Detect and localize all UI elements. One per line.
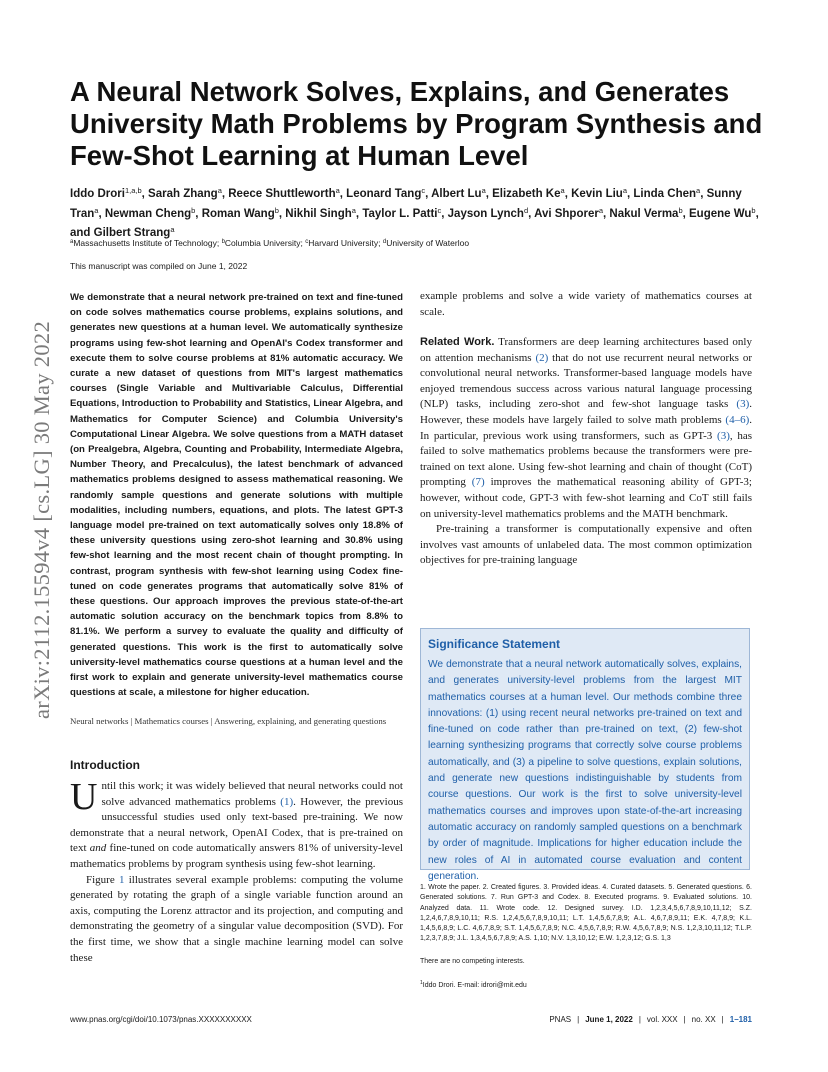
related-text: that do not use recurrent neural networks or convolutional neural networks. Transformer-based language models have enjoyed tremendous success across various natural language processing (NLP) tasks, including zero-shot and few-shot language tasks	[420, 351, 752, 411]
intro-paragraph-1	[70, 776, 403, 873]
affiliations: $^a$Massachusetts Institute of Technology; $^b$Columbia University; $^c$Harvard University; $^d$University of Waterloo	[70, 238, 470, 248]
author-name: Reece Shuttleworth	[228, 188, 336, 200]
author-affiliation-mark: a	[217, 186, 222, 195]
footer-volume: vol. XXX	[646, 1015, 678, 1024]
intro-heading: Introduction	[70, 758, 140, 772]
related-work-paragraph	[420, 335, 752, 522]
author-affiliation-mark: c	[421, 186, 426, 195]
drop-cap: U	[70, 776, 98, 818]
citation-link[interactable]: (2)	[535, 351, 549, 364]
intro-text: fine-tuned on code automatically answers 81% of university-level mathematics problems by program synthesis using few-shot learning.	[70, 842, 403, 870]
author-affiliation-mark: d	[523, 205, 529, 215]
author-affiliation-mark: b	[678, 205, 683, 215]
corresponding-email	[420, 980, 527, 989]
compiled-date: This manuscript was compiled on June 1, 2022	[70, 261, 248, 271]
author-contributions: 1. Wrote the paper. 2. Created figures. 3. Provided ideas. 4. Curated datasets. 5. Generated questions. 6. Generated solutions. 7. Run GPT-3 and Codex. 8. Executed programs. 9. Evaluated solutions. 10. Analyzed data. 11. Wrote code. 12. Designed survey. I.D. 1,2,3,4,5,6,7,8,9,10,11,12; S.Z. 1,2,4,6,7,8,9,10,11; R.S. 1,2,4,5,6,7,8,9,10,11; L.T. 1,4,5,6,7,8,9; A.L. 4,6,7,8,9,11; E.K. 4,7,8,9; K.L. 1,4,5,6,8,9; L.C. 4,6,7,8,9; S.T. 1,4,5,6,7,8,9; N.C. 4,5,6,7,8,9; R.W. 4,5,6,7,8,9; N.S. 1,2,3,10,11,12; T.L.P. 1,2,3,7,8,9; J.L. 1,3,4,5,6,7,8,9; A.S. 1,10; N.V. 1,3,10,12; E.W. 1,2,3,12; G.S. 1,3	[420, 884, 752, 943]
significance-title: Significance Statement	[428, 637, 561, 651]
author-name: Elizabeth Ke	[492, 188, 561, 200]
footer-date: June 1, 2022	[585, 1015, 633, 1024]
author-affiliation-mark: 1,a,b	[124, 186, 142, 195]
email-footnote-mark: 1	[420, 980, 423, 986]
affiliation-mark: b	[221, 239, 225, 245]
intro-emphasis: and	[89, 842, 107, 855]
intro-text: Figure	[86, 873, 119, 886]
related-text: . However, these models have largely failed to solve math problems	[420, 398, 752, 426]
author-name: Avi Shporer	[534, 207, 599, 220]
significance-text: We demonstrate that a neural network automatically solves, explains, and generates university-level problems from the largest MIT mathematics courses at a human level. Our methods combine three innovations: (1) using recent neural networks pre-trained on text and fine-tuned on code rather than pre-trained on text, (2) few-shot learning synthesizing programs that correctly solve course problems automatically, and (3) a pipeline to solve questions, explain solutions, and generate new questions indistinguishable by students from course questions. Our work is the first to solve university-level mathematics courses and improves upon state-of-the-art increasing automatic accuracy on randomly sampled questions on a benchmark by order of magnitude. Implications for higher education include the new roles of AI in automated course evaluation and content generation.	[428, 659, 742, 882]
affiliation-name: Harvard University	[308, 238, 379, 248]
author-name: Taylor L. Patti	[362, 207, 438, 220]
citation-link[interactable]: (4–6)	[725, 413, 750, 426]
affiliation-mark: d	[382, 239, 387, 245]
abstract: We demonstrate that a neural network pre-trained on text and fine-tuned on code solves mathematics course problems, explains solutions, and generates new questions at a human level. We automatically synthesize programs using few-shot learning and OpenAI's Codex transformer and execute them to solve course problems at 81% automatic accuracy. We curate a new dataset of questions from MIT's largest mathematics courses (Single Variable and Multivariable Calculus, Differential Equations, Introduction to Probability and Statistics, Linear Algebra, and Mathematics for Computer Science) and Columbia University's Computational Linear Algebra. We solve questions from a MATH dataset (on Prealgebra, Algebra, Counting and Probability, Intermediate Algebra, Number Theory, and Precalculus), the latest benchmark of advanced mathematics problems designed to assess mathematical reasoning. We randomly sample questions and generate solutions with multiple modalities, including numbers, equations, and plots. The latest GPT-3 language model pre-trained on text automatically solves only 18.8% of these university questions using zero-shot learning and 30.8% using few-shot learning and the most recent chain of thought prompting. In contrast, program synthesis with few-shot learning using Codex fine-tuned on code generates programs that automatically solve 81% of these questions. Our approach improves the previous state-of-the-art automatic solution accuracy on the benchmark topics from 8.8% to 81.1%. We perform a survey to evaluate the quality and difficulty of generated questions. This work is the first to automatically solve university-level mathematics course questions at a human level and the first work to explain and generate university-level mathematics course questions at scale, a milestone for higher education.	[70, 292, 403, 699]
author-affiliation-mark: c	[437, 205, 442, 215]
author-affiliation-mark: a	[335, 186, 340, 195]
intro-text: illustrates several example problems: computing the volume generated by rotating the graph of a single variable function around an axis, computing the Lorenz attractor and its projection, and computing and demonstrating the geometry of a singular value decomposition (SVD). For the first time, we show that a single machine learning model can solve these	[70, 873, 403, 964]
competing-interests: There are no competing interests.	[420, 958, 525, 965]
author-name: Jayson Lynch	[447, 207, 524, 220]
footer-doi-link[interactable]: www.pnas.org/cgi/doi/10.1073/pnas.XXXXXXXXXX	[70, 1015, 252, 1024]
author-affiliation-mark: a	[481, 186, 486, 195]
intro-body	[70, 776, 403, 966]
citation-link[interactable]: (1)	[280, 795, 294, 808]
author-affiliation-mark: b	[191, 205, 196, 215]
affiliation-name: University of Waterloo	[386, 238, 470, 248]
footer-journal: PNAS	[549, 1015, 572, 1024]
author-name: Albert Lu	[431, 188, 482, 200]
keywords: Neural networks | Mathematics courses | Answering, explaining, and generating questions	[70, 716, 387, 726]
related-text: . In particular, previous work using transformers, such as GPT-3	[420, 413, 752, 442]
author-affiliation-mark: b	[751, 205, 756, 215]
author-name: Sarah Zhang	[148, 188, 218, 200]
author-name: Iddo Drori	[70, 188, 125, 200]
author-name: Eugene Wu	[689, 207, 752, 220]
citation-link[interactable]: (3)	[717, 429, 730, 442]
email-text: Iddo Drori. E-mail: idrori@mit.edu	[422, 982, 527, 989]
author-affiliation-mark: a	[598, 205, 604, 215]
author-name: Nakul Verma	[609, 207, 679, 220]
paper-title: A Neural Network Solves, Explains, and Generates University Math Problems by Program Synthesis and Few-Shot Learning at Human Level	[70, 76, 763, 171]
related-work	[420, 335, 752, 569]
author-affiliation-mark: a	[696, 186, 701, 195]
author-list: Iddo Drori$^{1,a,b}$, Sarah Zhang$^a$, Reece Shuttleworth$^a$, Leonard Tang$^c$, Albert Lu$^a$, Elizabeth Ke$^a$, Kevin Liu$^a$, Linda Chen$^a$, Sunny Tran$^a$, Newman Cheng$^b$, Roman Wang$^b$, Nikhil Singh$^a$, Taylor L. Patti$^c$, Jayson Lynch$^d$, Avi Shporer$^a$, Nakul Verma$^b$, Eugene Wu$^b$, and Gilbert Strang$^a$	[70, 186, 759, 239]
affiliation-mark: a	[70, 239, 74, 245]
author-name: Nikhil Singh	[285, 207, 352, 220]
footer-citation: PNAS | June 1, 2022 | vol. XXX | no. XX | 1–181	[549, 1015, 752, 1024]
intro-continuation: example problems and solve a wide variety of mathematics courses at scale.	[420, 290, 752, 318]
author-affiliation-mark: a	[622, 186, 628, 195]
figure-link[interactable]: 1	[118, 873, 125, 886]
intro-text: . However, the previous unsuccessful studies used only text-based pre-training. We now demonstrate that a neural network, OpenAI Codex, that is pre-trained on text	[70, 795, 403, 855]
intro-paragraph-2	[70, 873, 403, 967]
affiliation-name: Columbia University	[224, 238, 301, 248]
footer-number: no. XX	[691, 1015, 716, 1024]
author-name: Gilbert Strang	[93, 227, 171, 239]
footer-pages: 1–181	[729, 1015, 752, 1024]
author-name: Sunny Tran	[70, 188, 742, 220]
author-affiliation-mark: a	[170, 225, 175, 234]
related-work-heading: Related Work.	[420, 336, 495, 348]
related-text: , has failed to solve mathematics problems because the transformers were pre-trained on text alone. Using few-shot learning and chain of thought (CoT) prompting	[420, 429, 752, 489]
author-name: Linda Chen	[633, 188, 697, 200]
author-affiliation-mark: a	[351, 205, 356, 215]
pretraining-paragraph: Pre-training a transformer is computationally expensive and often involves vast amounts of unlabeled data. The most common optimization objectives for pre-training language	[420, 523, 752, 567]
related-text: improves the mathematical reasoning ability of GPT-3; however, without code, GPT-3 with few-shot learning and CoT still fails on university-level mathematics problems and the MATH benchmark.	[420, 476, 752, 520]
author-affiliation-mark: b	[274, 205, 279, 215]
intro-text: ntil this work; it was widely believed that neural networks could not solve advanced mathematics problems	[101, 780, 403, 808]
author-affiliation-mark: a	[94, 205, 99, 215]
related-text: Transformers are deep learning architectures based only on attention mechanisms	[420, 336, 752, 364]
citation-link[interactable]: (3)	[736, 398, 750, 411]
author-name: Kevin Liu	[571, 188, 623, 200]
affiliation-mark: c	[305, 239, 309, 245]
arxiv-id-text: arXiv:2112.15594v4 [cs.LG] 30 May 2022	[29, 320, 54, 720]
author-name: Roman Wang	[201, 207, 275, 220]
citation-link[interactable]: (7)	[471, 476, 485, 489]
author-name: Leonard Tang	[346, 188, 422, 200]
author-name: Newman Cheng	[104, 207, 192, 220]
affiliation-name: Massachusetts Institute of Technology	[73, 238, 217, 248]
author-affiliation-mark: a	[560, 186, 565, 195]
